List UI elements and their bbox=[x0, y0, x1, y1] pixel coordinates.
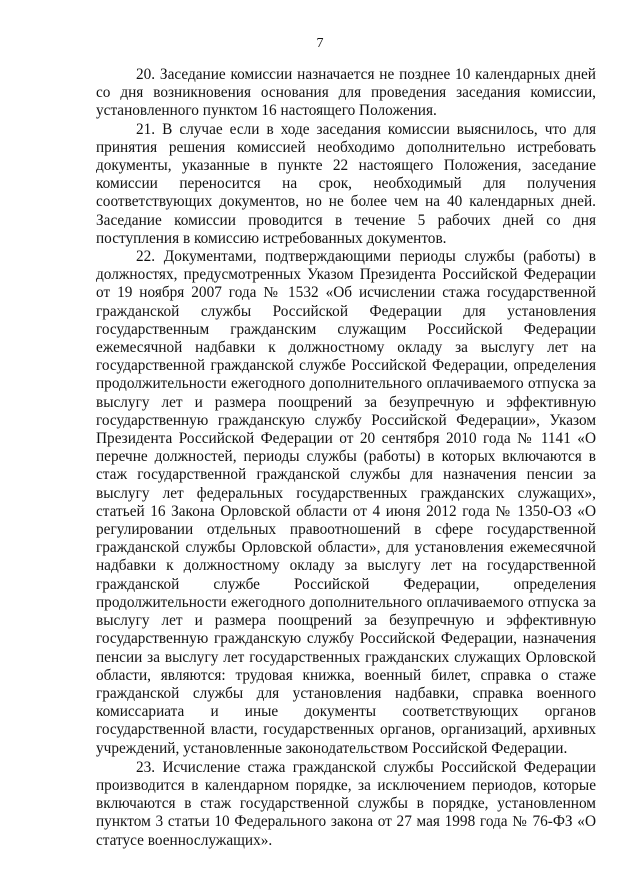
paragraph-21: 21. В случае если в ходе заседания комиссии выяснилось, что для принятия решения комиссией необходимо дополнительно истребовать документы, указанные в пункте 22 настоящего Положения, заседание комиссии переносится на срок, необходимый для получения соответствующих документов, но не более чем на 40 календарных дней. Заседание комиссии проводится в течение 5 рабочих дней со дня поступления в комиссию истребованных документов. bbox=[96, 120, 596, 247]
paragraph-23: 23. Исчисление стажа гражданской службы Российской Федерации производится в календарном порядке, за исключением периодов, которые включаются в стаж государственной службы в порядке, установленном пунктом 3 статьи 10 Федерального закона от 27 мая 1998 года № 76-ФЗ «О статусе военнослужащих». bbox=[96, 758, 596, 849]
paragraph-20: 20. Заседание комиссии назначается не позднее 10 календарных дней со дня возникновения основания для проведения заседания комиссии, установленного пунктом 16 настоящего Положения. bbox=[96, 66, 596, 120]
document-body bbox=[96, 66, 596, 850]
paragraph-22: 22. Документами, подтверждающими периоды службы (работы) в должностях, предусмотренных Указом Президента Российской Федерации от 19 ноября 2007 года № 1532 «Об исчислении стажа государственной гражданской службы Российской Федерации для установления государственным гражданским служащим Российской Федерации ежемесячной надбавки к должностному окладу за выслугу лет на государственной гражданской службе Российской Федерации, определения продолжительности ежегодного дополнительного оплачиваемого отпуска за выслугу лет и размера поощрений за безупречную и эффективную государственную гражданскую службу Российской Федерации», Указом Президента Российской Федерации от 20 сентября 2010 года № 1141 «О перечне должностей, периоды службы (работы) в которых включаются в стаж государственной гражданской службы для назначения пенсии за выслугу лет федеральных государственных гражданских служащих», статьей 16 Закона Орловской области от 4 июня 2012 года № 1350-ОЗ «О регулировании отдельных правоотношений в сфере государственной гражданской службы Орловской области», для установления ежемесячной надбавки к должностному окладу за выслугу лет на государственной гражданской службе Российской Федерации, определения продолжительности ежегодного дополнительного оплачиваемого отпуска за выслугу лет и размера поощрений за безупречную и эффективную государственную гражданскую службу Российской Федерации, назначения пенсии за выслугу лет государственных гражданских служащих Орловской области, являются: трудовая книжка, военный билет, справка о стаже гражданской службы для установления надбавки, справка военного комиссариата и иные документы соответствующих органов государственной власти, государственных органов, организаций, архивных учреждений, установленные законодательством Российской Федерации. bbox=[96, 248, 596, 757]
page-number: 7 bbox=[316, 36, 324, 51]
